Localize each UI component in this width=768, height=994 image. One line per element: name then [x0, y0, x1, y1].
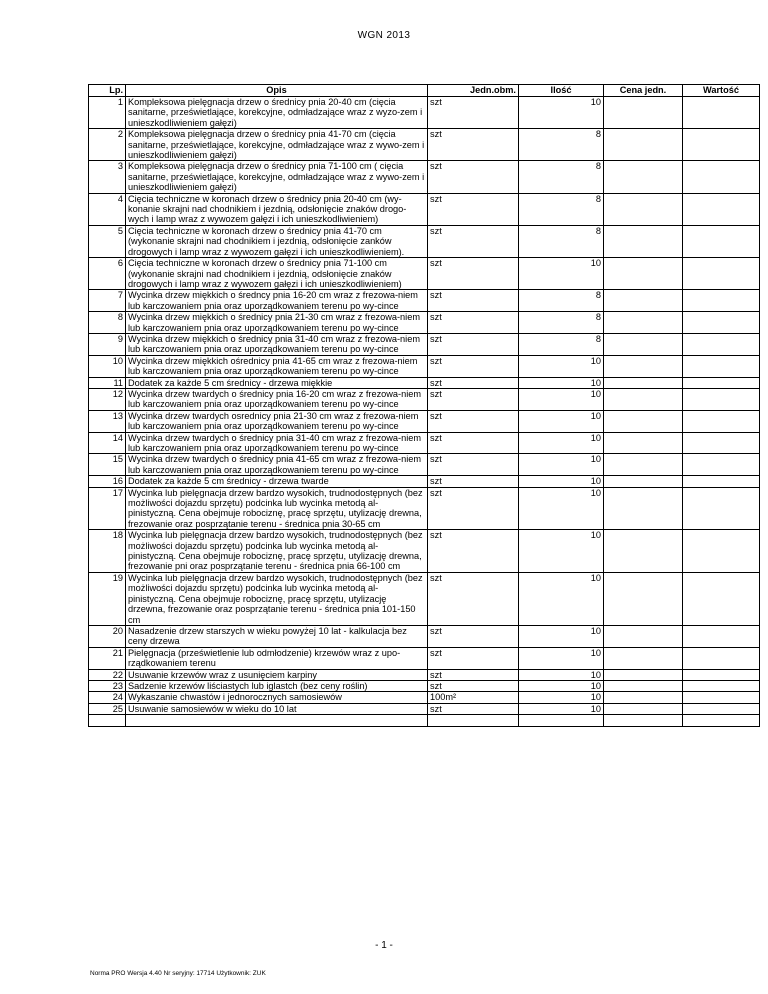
cell-lp: 9	[89, 333, 126, 355]
table-row	[89, 97, 760, 129]
cell-ilosc: 8	[519, 193, 604, 225]
cell-wartosc	[683, 647, 760, 669]
cell-ilosc: 10	[519, 97, 604, 129]
cell-ilosc: 10	[519, 258, 604, 290]
table-row	[89, 388, 760, 410]
cell-jedn: szt	[428, 388, 519, 410]
table-row	[89, 225, 760, 257]
cell-ilosc: 8	[519, 290, 604, 312]
table-row	[89, 161, 760, 193]
cell-lp: 2	[89, 129, 126, 161]
table-row	[89, 129, 760, 161]
column-header-opis: Opis	[126, 85, 428, 97]
cell-wartosc	[683, 530, 760, 573]
cell-opis: Usuwanie samosiewów w wieku do 10 lat	[126, 703, 428, 714]
cell-lp: 13	[89, 410, 126, 432]
cell-opis: Pielęgnacja (prześwietlenie lub odmłodzenie) krzewów wraz z upo-rządkowaniem terenu	[126, 647, 428, 669]
cell-ilosc: 8	[519, 161, 604, 193]
table-row	[89, 476, 760, 487]
cell-jedn: szt	[428, 97, 519, 129]
table-row	[89, 703, 760, 714]
table-row	[89, 669, 760, 680]
cell-lp: 18	[89, 530, 126, 573]
cell-lp: 6	[89, 258, 126, 290]
table-row	[89, 355, 760, 377]
cell-opis: Wycinka drzew twardych o średnicy pnia 31-40 cm wraz z frezowa-niem lub karczowaniem pnia oraz uporządkowaniem terenu po wy-cince	[126, 432, 428, 454]
cell-opis: Wykaszanie chwastów i jednorocznych samosiewów	[126, 692, 428, 703]
cell-cena	[604, 355, 683, 377]
table-row	[89, 410, 760, 432]
cell-ilosc: 10	[519, 355, 604, 377]
cell-cena	[604, 312, 683, 334]
cell-jedn: szt	[428, 410, 519, 432]
cell-lp: 20	[89, 625, 126, 647]
table-row	[89, 680, 760, 691]
empty-row	[89, 715, 760, 727]
cell-wartosc	[683, 410, 760, 432]
page-number: - 1 -	[375, 940, 393, 951]
table-row	[89, 625, 760, 647]
cell-opis: Usuwanie krzewów wraz z usunięciem karpiny	[126, 669, 428, 680]
cell-wartosc	[683, 692, 760, 703]
page-header-title: WGN 2013	[357, 30, 411, 41]
cell-lp: 19	[89, 572, 126, 625]
cell-ilosc: 10	[519, 572, 604, 625]
cell-opis: Wycinka drzew miękkich o średnicy pnia 31-40 cm wraz z frezowa-niem lub karczowaniem pnia oraz uporządkowaniem terenu po wy-cince	[126, 333, 428, 355]
cell-cena	[604, 129, 683, 161]
cell-ilosc: 10	[519, 669, 604, 680]
cell-ilosc: 10	[519, 410, 604, 432]
cell-cena	[604, 388, 683, 410]
cell-wartosc	[683, 161, 760, 193]
cell-jedn: szt	[428, 487, 519, 530]
cell-cena	[604, 530, 683, 573]
table-row	[89, 487, 760, 530]
cell-jedn: szt	[428, 454, 519, 476]
cell-opis: Wycinka drzew twardych osrednicy pnia 21-30 cm wraz z frezowa-niem lub karczowaniem pnia oraz uporządkowaniem terenu po wy-cince	[126, 410, 428, 432]
cell-ilosc: 10	[519, 530, 604, 573]
cell-wartosc	[683, 388, 760, 410]
cell-opis: Wycinka lub pielęgnacja drzew bardzo wysokich, trudnodostępnych (bez możliwości dojazdu sprzętu) podcinka lub wycinka metodą al-pinistyczną. Cena obejmuje robociznę, pracę sprzętu, utylizację drewna, frezowanie oraz posprzątanie terenu - średnica pnia 30-65 cm	[126, 487, 428, 530]
cell-jedn: szt	[428, 312, 519, 334]
cell-cena	[604, 454, 683, 476]
cell-wartosc	[683, 476, 760, 487]
cell-wartosc	[683, 312, 760, 334]
cell-cena	[604, 669, 683, 680]
cell-ilosc: 8	[519, 225, 604, 257]
cell-jedn: 100m²	[428, 692, 519, 703]
column-header-wartosc: Wartość	[683, 85, 760, 97]
cell-wartosc	[683, 703, 760, 714]
table-row	[89, 312, 760, 334]
cell-jedn: szt	[428, 290, 519, 312]
cell-wartosc	[683, 625, 760, 647]
software-note: Norma PRO Wersja 4.40 Nr seryjny: 17714 Użytkownik: ZUK	[90, 970, 266, 977]
cell-opis: Wycinka drzew miękkich o średnicy pnia 21-30 cm wraz z frezowa-niem lub karczowaniem pnia oraz uporządkowaniem terenu po wy-cince	[126, 312, 428, 334]
cell-opis: Kompleksowa pielęgnacja drzew o średnicy pnia 41-70 cm (cięcia sanitarne, prześwietlające, korekcyjne, odmładzające wraz z wywo-zem i unieszkodliwieniem gałęzi)	[126, 129, 428, 161]
cell-lp: 25	[89, 703, 126, 714]
empty-cell	[519, 715, 604, 727]
cell-opis: Kompleksowa pielęgnacja drzew o średnicy pnia 71-100 cm ( cięcia sanitarne, prześwietlające, korekcyjne, odmładzające wraz z wywo-zem i unieszkodliwieniem gałęzi)	[126, 161, 428, 193]
cell-cena	[604, 377, 683, 388]
cell-jedn: szt	[428, 432, 519, 454]
cell-ilosc: 10	[519, 454, 604, 476]
empty-cell	[604, 715, 683, 727]
table-row	[89, 377, 760, 388]
cell-opis: Wycinka lub pielęgnacja drzew bardzo wysokich, trudnodostępnych (bez możliwości dojazdu sprzętu) podcinka lub wycinka metodą al-pinistyczną. Cena obejmuje robociznę, pracę sprzętu, utylizację drewna, frezowanie pni oraz posprzątanie terenu - średnica pnia 66-100 cm	[126, 530, 428, 573]
cell-wartosc	[683, 377, 760, 388]
column-header-ilosc: Ilość	[519, 85, 604, 97]
cell-cena	[604, 161, 683, 193]
cell-jedn: szt	[428, 333, 519, 355]
cell-cena	[604, 476, 683, 487]
cell-wartosc	[683, 97, 760, 129]
cell-cena	[604, 432, 683, 454]
empty-cell	[683, 715, 760, 727]
cell-wartosc	[683, 432, 760, 454]
cell-lp: 16	[89, 476, 126, 487]
cell-jedn: szt	[428, 669, 519, 680]
cell-ilosc: 8	[519, 333, 604, 355]
cell-ilosc: 10	[519, 432, 604, 454]
cell-lp: 11	[89, 377, 126, 388]
cell-cena	[604, 225, 683, 257]
table-row	[89, 454, 760, 476]
table-row	[89, 193, 760, 225]
empty-cell	[89, 715, 126, 727]
column-header-lp: Lp.	[89, 85, 126, 97]
cell-jedn: szt	[428, 625, 519, 647]
cell-cena	[604, 625, 683, 647]
cell-wartosc	[683, 225, 760, 257]
cell-cena	[604, 290, 683, 312]
cell-opis: Wycinka drzew miękkich ośrednicy pnia 41-65 cm wraz z frezowa-niem lub karczowaniem pnia oraz uporządkowaniem terenu po wy-cince	[126, 355, 428, 377]
cell-wartosc	[683, 669, 760, 680]
cell-jedn: szt	[428, 355, 519, 377]
cell-lp: 7	[89, 290, 126, 312]
cell-ilosc: 10	[519, 476, 604, 487]
cell-wartosc	[683, 680, 760, 691]
cell-wartosc	[683, 258, 760, 290]
cell-lp: 17	[89, 487, 126, 530]
cell-lp: 10	[89, 355, 126, 377]
cell-lp: 12	[89, 388, 126, 410]
cell-opis: Wycinka drzew twardych o średnicy pnia 16-20 cm wraz z frezowa-niem lub karczowaniem pnia oraz uporządkowaniem terenu po wy-cince	[126, 388, 428, 410]
cell-ilosc: 10	[519, 377, 604, 388]
cell-jedn: szt	[428, 193, 519, 225]
empty-cell	[126, 715, 428, 727]
empty-cell	[428, 715, 519, 727]
cell-jedn: szt	[428, 377, 519, 388]
cell-jedn: szt	[428, 225, 519, 257]
cell-cena	[604, 680, 683, 691]
cell-opis: Wycinka lub pielęgnacja drzew bardzo wysokich, trudnodostępnych (bez możliwości dojazdu sprzętu) podcinka lub wycinka metodą al-pinistyczną. Cena obejmuje robociznę, pracę sprzętu, utylizację drzewna, frezowanie oraz posprzątanie terenu - średnica pnia 101-150 cm	[126, 572, 428, 625]
column-header-jedn: Jedn.obm.	[428, 85, 519, 97]
cell-wartosc	[683, 572, 760, 625]
cell-cena	[604, 97, 683, 129]
cell-lp: 21	[89, 647, 126, 669]
cell-jedn: szt	[428, 703, 519, 714]
table-row	[89, 432, 760, 454]
cell-cena	[604, 193, 683, 225]
cell-lp: 15	[89, 454, 126, 476]
cost-estimate-table	[88, 84, 760, 727]
cell-cena	[604, 647, 683, 669]
cell-lp: 23	[89, 680, 126, 691]
cell-opis: Cięcia techniczne w koronach drzew o średnicy pnia 41-70 cm (wykonanie skrajni nad chodnikiem i jezdnią, odsłonięcie zanków drogowych i lamp wraz z wywozem gałęzi i ich unieszkodliwieniem).	[126, 225, 428, 257]
cell-lp: 14	[89, 432, 126, 454]
table-row	[89, 290, 760, 312]
cell-cena	[604, 487, 683, 530]
cell-wartosc	[683, 355, 760, 377]
cell-opis: Cięcia techniczne w koronach drzew o średnicy pnia 71-100 cm (wykonanie skrajni nad chodnikiem i jezdnią, odsłonięcie znaków drogowych i lamp wraz z wywozem gałęzi i ich unieszkodliwieniem)	[126, 258, 428, 290]
cell-cena	[604, 410, 683, 432]
cell-jedn: szt	[428, 647, 519, 669]
cell-lp: 24	[89, 692, 126, 703]
table-header-row	[89, 85, 760, 97]
table-row	[89, 572, 760, 625]
cell-jedn: szt	[428, 476, 519, 487]
cell-opis: Sadzenie krzewów liściastych lub iglastch (bez ceny roślin)	[126, 680, 428, 691]
cell-cena	[604, 572, 683, 625]
cell-opis: Dodatek za każde 5 cm średnicy - drzewa twarde	[126, 476, 428, 487]
cell-lp: 3	[89, 161, 126, 193]
cell-wartosc	[683, 333, 760, 355]
cell-jedn: szt	[428, 129, 519, 161]
cell-lp: 4	[89, 193, 126, 225]
cell-ilosc: 10	[519, 625, 604, 647]
cell-ilosc: 10	[519, 680, 604, 691]
cell-lp: 5	[89, 225, 126, 257]
cell-wartosc	[683, 290, 760, 312]
cell-cena	[604, 703, 683, 714]
cell-opis: Dodatek za każde 5 cm średnicy - drzewa miękkie	[126, 377, 428, 388]
cell-lp: 1	[89, 97, 126, 129]
cell-ilosc: 10	[519, 703, 604, 714]
table-row	[89, 692, 760, 703]
cell-ilosc: 10	[519, 388, 604, 410]
cell-ilosc: 10	[519, 692, 604, 703]
cell-opis: Nasadzenie drzew starszych w wieku powyżej 10 lat - kalkulacja bez ceny drzewa	[126, 625, 428, 647]
cell-wartosc	[683, 487, 760, 530]
cell-cena	[604, 333, 683, 355]
cell-opis: Wycinka drzew miękkich o średncy pnia 16-20 cm wraz z frezowa-niem lub karczowaniem pnia oraz uporządkowaniem terenu po wy-cince	[126, 290, 428, 312]
cell-wartosc	[683, 454, 760, 476]
cell-lp: 22	[89, 669, 126, 680]
table-row	[89, 647, 760, 669]
cell-ilosc: 10	[519, 487, 604, 530]
table-row	[89, 258, 760, 290]
cell-wartosc	[683, 193, 760, 225]
cell-wartosc	[683, 129, 760, 161]
column-header-cena: Cena jedn.	[604, 85, 683, 97]
cell-cena	[604, 692, 683, 703]
cell-opis: Kompleksowa pielęgnacja drzew o średnicy pnia 20-40 cm (cięcia sanitarne, prześwietlające, korekcyjne, odmładzające wraz z wyzo-zem i unieszkodliwieniem gałęzi)	[126, 97, 428, 129]
cell-jedn: szt	[428, 258, 519, 290]
cell-ilosc: 10	[519, 647, 604, 669]
cell-ilosc: 8	[519, 129, 604, 161]
cell-jedn: szt	[428, 680, 519, 691]
table-row	[89, 530, 760, 573]
cell-jedn: szt	[428, 530, 519, 573]
cell-jedn: szt	[428, 572, 519, 625]
cell-opis: Cięcia techniczne w koronach drzew o średnicy pnia 20-40 cm (wy-konanie skrajni nad chodnikiem i jezdnią, odsłonięcie znaków drogo-wych i lamp wraz z wywozem gałęzi i ich unieszkodliwieniem)	[126, 193, 428, 225]
cell-jedn: szt	[428, 161, 519, 193]
table-row	[89, 333, 760, 355]
cell-cena	[604, 258, 683, 290]
cell-lp: 8	[89, 312, 126, 334]
cell-opis: Wycinka drzew twardych o średnicy pnia 41-65 cm wraz z frezowa-niem lub karczowaniem pnia oraz uporządkowaniem terenu po wy-cince	[126, 454, 428, 476]
cell-ilosc: 8	[519, 312, 604, 334]
